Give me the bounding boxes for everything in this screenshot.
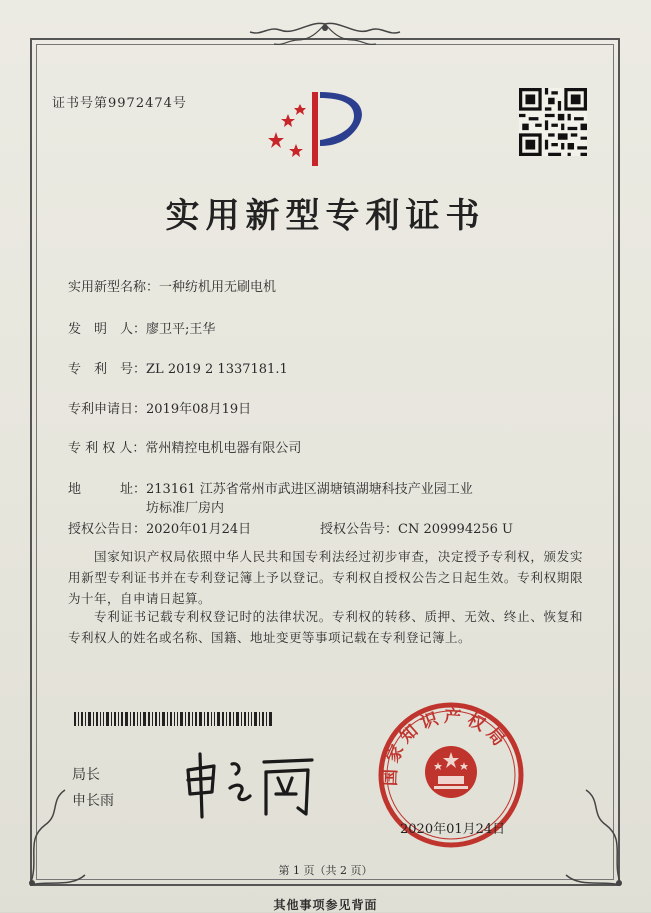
field-value: 廖卫平;王华 [146,322,216,337]
seal-date: 2020年01月24日 [400,822,506,837]
barcode-icon [74,712,272,726]
qr-code-icon [519,88,587,156]
field-grant-number [320,518,513,537]
field-value: ZL 2019 2 1337181.1 [146,362,288,377]
field-value: 常州精控电机电器有限公司 [145,441,302,456]
field-filing-date [68,398,251,417]
footer-note: 其他事项参见背面 [273,898,378,912]
field-label: 授权公告日： [68,522,147,537]
certificate-number: 证书号第9972474号 [52,96,187,111]
field-patent-number [68,358,288,377]
handwritten-signature [180,742,320,822]
field-label: 发 明 人： [68,322,147,337]
cnipa-logo-icon [262,84,382,174]
page-number: 第 1 页（共 2 页） [278,864,373,877]
field-label: 地 址： [68,482,147,497]
field-name [68,276,276,295]
field-value: CN 209994256 U [398,522,513,537]
field-value: 坊标准厂房内 [146,501,225,516]
field-value: 2019年08月19日 [146,402,252,417]
field-label: 实用新型名称： [68,280,160,295]
seal-text: 国家知识产权局 [380,706,512,787]
field-label: 专利申请日： [68,402,147,417]
field-grant-date [68,518,251,537]
decision-paragraph: 国家知识产权局依照中华人民共和国专利法经过初步审查，决定授予专利权，颁发实用新型专利证书并在专利登记簿上予以登记。专利权自授权公告之日起生效。专利权期限为十年，自申请日起算。 [68,549,583,606]
legal-status-paragraph: 专利证书记载专利权登记时的法律状况。专利权的转移、质押、无效、终止、恢复和专利权人的姓名或名称、国籍、地址变更等事项记载在专利登记簿上。 [68,609,583,645]
field-address-line2 [146,497,224,516]
field-patentee [68,437,301,456]
certificate-title: 实用新型专利证书 [165,196,486,236]
director-name: 申长雨 [72,793,114,809]
field-label: 授权公告号： [320,522,399,537]
field-inventor [68,318,215,337]
field-label: 专 利 号： [68,362,147,377]
director-title: 局长 [72,767,100,783]
field-label: 专 利 权 人： [68,441,146,456]
field-value: 213161 江苏省常州市武进区湖塘镇湖塘科技产业园工业 [146,482,473,497]
field-value: 2020年01月24日 [146,522,252,537]
field-address [68,478,473,497]
field-value: 一种纺机用无刷电机 [159,280,277,295]
top-ornament [240,18,410,52]
